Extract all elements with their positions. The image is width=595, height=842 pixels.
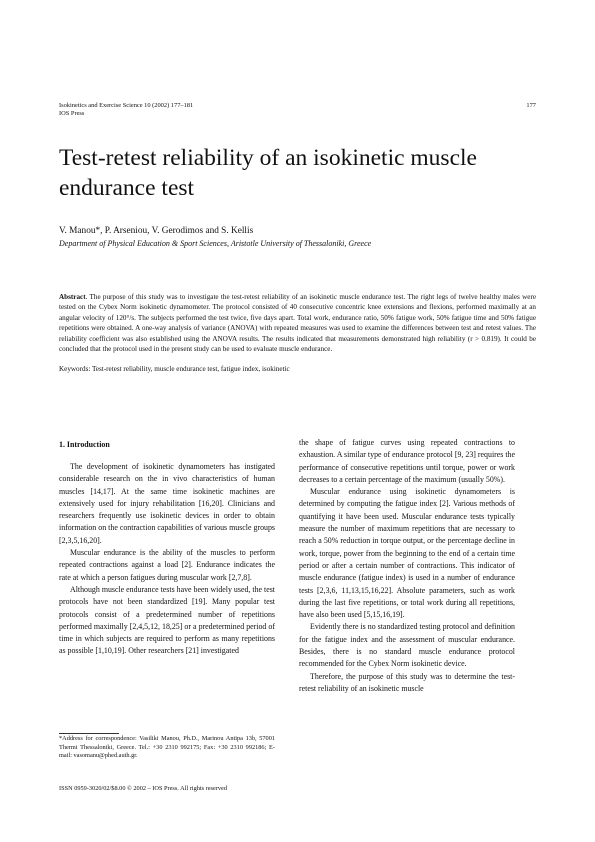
publisher-name: IOS Press xyxy=(59,110,85,117)
paragraph: The development of isokinetic dynamometers has instigated considerable research on the in vivo characteristics of human muscles [14,17]. At the same time isokinetic machines are extensively used for injury rehabilitation [16,20]. Clinicians and researchers frequently use isokinetic devices in order to obtain information on the contraction capabilities of various muscle groups [2,3,5,16,20]. xyxy=(59,462,275,545)
abstract-label: Abstract xyxy=(59,293,86,301)
paragraph: Although muscle endurance tests have been widely used, the test protocols have not been standardized [19]. Many popular test protocols consist of a predetermined number of repetitions performed maximally [2,4,5,12, 18,25] or a predetermined period of time in which subjects are required to perform as many repetitions as possible [1,10,19]. Other researchers [21] investigated xyxy=(59,584,275,656)
right-column xyxy=(299,437,515,695)
issn-line: ISSN 0959-3020/02/$8.00 © 2002 – IOS Press. All rights reserved xyxy=(59,785,227,792)
paragraph: Muscular endurance is the ability of the muscles to perform repeated contractions against a load [2]. Endurance indicates the rate at which a person fatigues during muscular work [2,7,8]. xyxy=(59,548,275,582)
paragraph: Therefore, the purpose of this study was to determine the test-retest reliability of an isokinetic muscle xyxy=(299,671,515,693)
footnote-rule xyxy=(59,733,119,734)
page-number: 177 xyxy=(526,102,536,109)
paragraph: Muscular endurance using isokinetic dynamometers is determined by computing the fatigue index [2]. Various methods of quantifying it have been used. Muscular endurance tests typically measure the number of maximum repetitions that are necessary to reach a 50% reduction in torque output, or the percentage decline in work, torque, power from the beginning to the end of a certain time period or after a certain number of contractions. This indicator of muscle endurance (fatigue index) is used in a number of endurance tests [2,3,6, 11,13,15,16,22]. Absolute parameters, such as work during the last five repetitions, or total work during all repetitions, have also been used [5,15,16,19]. xyxy=(299,487,515,620)
affiliation: Department of Physical Education & Sport Sciences, Aristotle University of Thessaloniki, Greece xyxy=(59,239,372,248)
section-heading: 1. Introduction xyxy=(59,440,110,449)
paper-title: Test-retest reliability of an isokinetic muscle endurance test xyxy=(59,145,477,201)
abstract-text: . The purpose of this study was to investigate the test-retest reliability of an isokinetic muscle endurance test. The right legs of twelve healthy males were tested on the Cybex Norm isokinetic dynamometer. The protocol consisted of 40 consecutive concentric knee extensions and flexions, performed maximally at an angular velocity of 120°/s. The subjects performed the test twice, five days apart. Total work, endurance ratio, 50% fatigue work, 50% fatigue time and 50% fatigue repetitions were obtained. A one-way analysis of variance (ANOVA) with repeated measures was used to examine the differences between test and retest values. The reliability coefficient was also established using the ANOVA results. The results indicated that measurements demonstrated high reliability (r > 0.819). It could be concluded that the protocol used in the present study can be used to evaluate muscle endurance. xyxy=(59,293,536,354)
running-header xyxy=(59,102,193,118)
left-column xyxy=(59,461,275,658)
paragraph: Evidently there is no standardized testing protocol and definition for the fatigue index and the assessment of muscular endurance. Besides, there is no standard muscle endurance protocol recommended for the Cybex Norm isokinetic device. xyxy=(299,622,515,669)
journal-citation: Isokinetics and Exercise Science 10 (2002) 177–181 xyxy=(59,102,194,109)
paragraph: the shape of fatigue curves using repeated contractions to exhaustion. A similar type of endurance protocol [9, 23] requires the performance of consecutive repetitions until torque, power or work decreases to a certain percentage of the maximum (usually 50%). xyxy=(299,438,515,484)
author-list: V. Manou*, P. Arseniou, V. Gerodimos and S. Kellis xyxy=(59,226,254,236)
abstract xyxy=(59,292,536,354)
footnote: *Address for correspondence: Vasiliki Manou, Ph.D., Marinou Antipa 13b, 57001 Thermi Thessaloniki, Greece. Tel.: +30 2310 992175; Fax: +30 2310 992186; E-mail: vasomanu@phed.auth.gr. xyxy=(59,735,275,760)
keywords: Keywords: Test-retest reliability, muscle endurance test, fatigue index, isokinetic xyxy=(59,365,290,373)
